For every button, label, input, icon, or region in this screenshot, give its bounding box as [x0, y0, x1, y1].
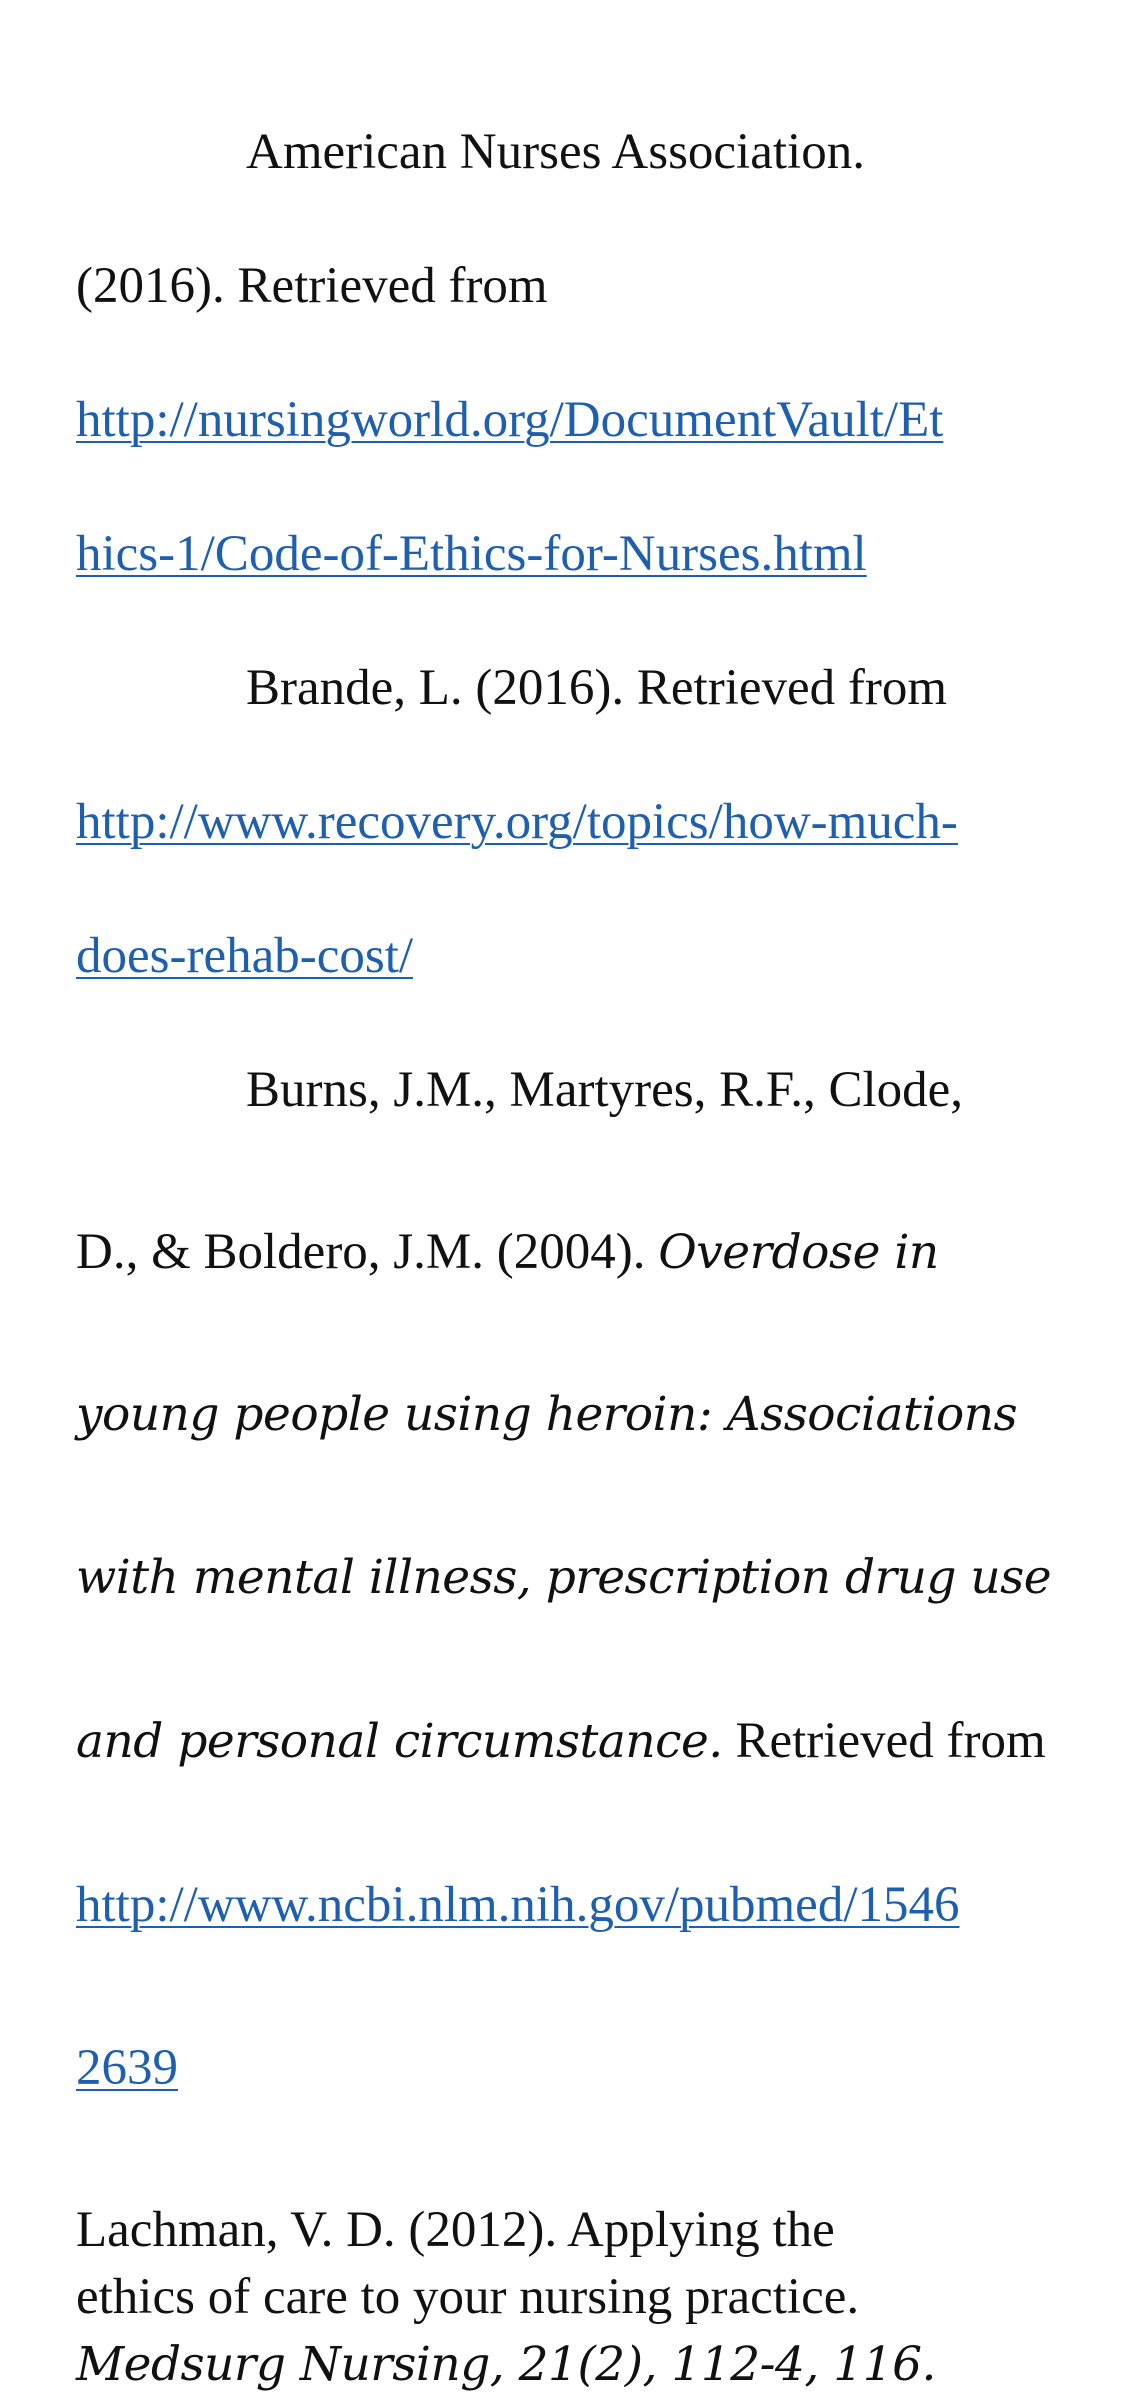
ref-burns-title-part-3: with mental illness, prescription drug use — [76, 1550, 1052, 1605]
ref-ana-url-line-2 — [76, 524, 867, 584]
ref-brande-url-line-1 — [76, 792, 958, 852]
ref-burns-title-part-4: and personal circumstance. — [76, 1714, 723, 1769]
ref-ana-url-line-1 — [76, 390, 943, 450]
ref-burns-link-part-2[interactable]: 2639 — [76, 2040, 178, 2096]
ref-burns-link-part-1[interactable]: http://www.ncbi.nlm.nih.gov/pubmed/1546 — [76, 1877, 960, 1933]
ref-burns-line-5 — [76, 1711, 1046, 1772]
ref-burns-retrieved: Retrieved from — [735, 1713, 1046, 1769]
ref-burns-url-line-2 — [76, 2038, 178, 2098]
ref-lachman-line-1: Lachman, V. D. (2012). Applying the — [76, 2202, 835, 2258]
ref-lachman-line-3 — [76, 2334, 936, 2395]
ref-brande-line-1: Brande, L. (2016). Retrieved from — [246, 660, 948, 716]
ref-burns-title-part-2: young people using heroin: Associations — [76, 1387, 1018, 1442]
ref-ana-link-part-1[interactable]: http://nursingworld.org/DocumentVault/Et — [76, 392, 944, 448]
ref-ana-line-2: (2016). Retrieved from — [76, 258, 548, 314]
ref-lachman-line-2: ethics of care to your nursing practice. — [76, 2269, 860, 2325]
ref-ana-line-1: American Nurses Association. — [246, 124, 865, 180]
ref-lachman-journal: Medsurg Nursing, 21(2), 112-4, 116. — [76, 2337, 936, 2392]
ref-burns-line-2 — [76, 1222, 939, 1283]
ref-brande-link-part-2[interactable]: does-rehab-cost/ — [76, 928, 414, 984]
ref-burns-line-1: Burns, J.M., Martyres, R.F., Clode, — [246, 1062, 964, 1118]
ref-burns-url-line-1 — [76, 1875, 960, 1935]
ref-brande-link-part-1[interactable]: http://www.recovery.org/topics/how-much- — [76, 794, 958, 850]
ref-burns-title-part-1: Overdose in — [658, 1225, 939, 1280]
ref-brande-url-line-2 — [76, 926, 413, 986]
ref-burns-authors-year: D., & Boldero, J.M. (2004). — [76, 1224, 646, 1280]
ref-ana-link-part-2[interactable]: hics-1/Code-of-Ethics-for-Nurses.html — [76, 526, 867, 582]
